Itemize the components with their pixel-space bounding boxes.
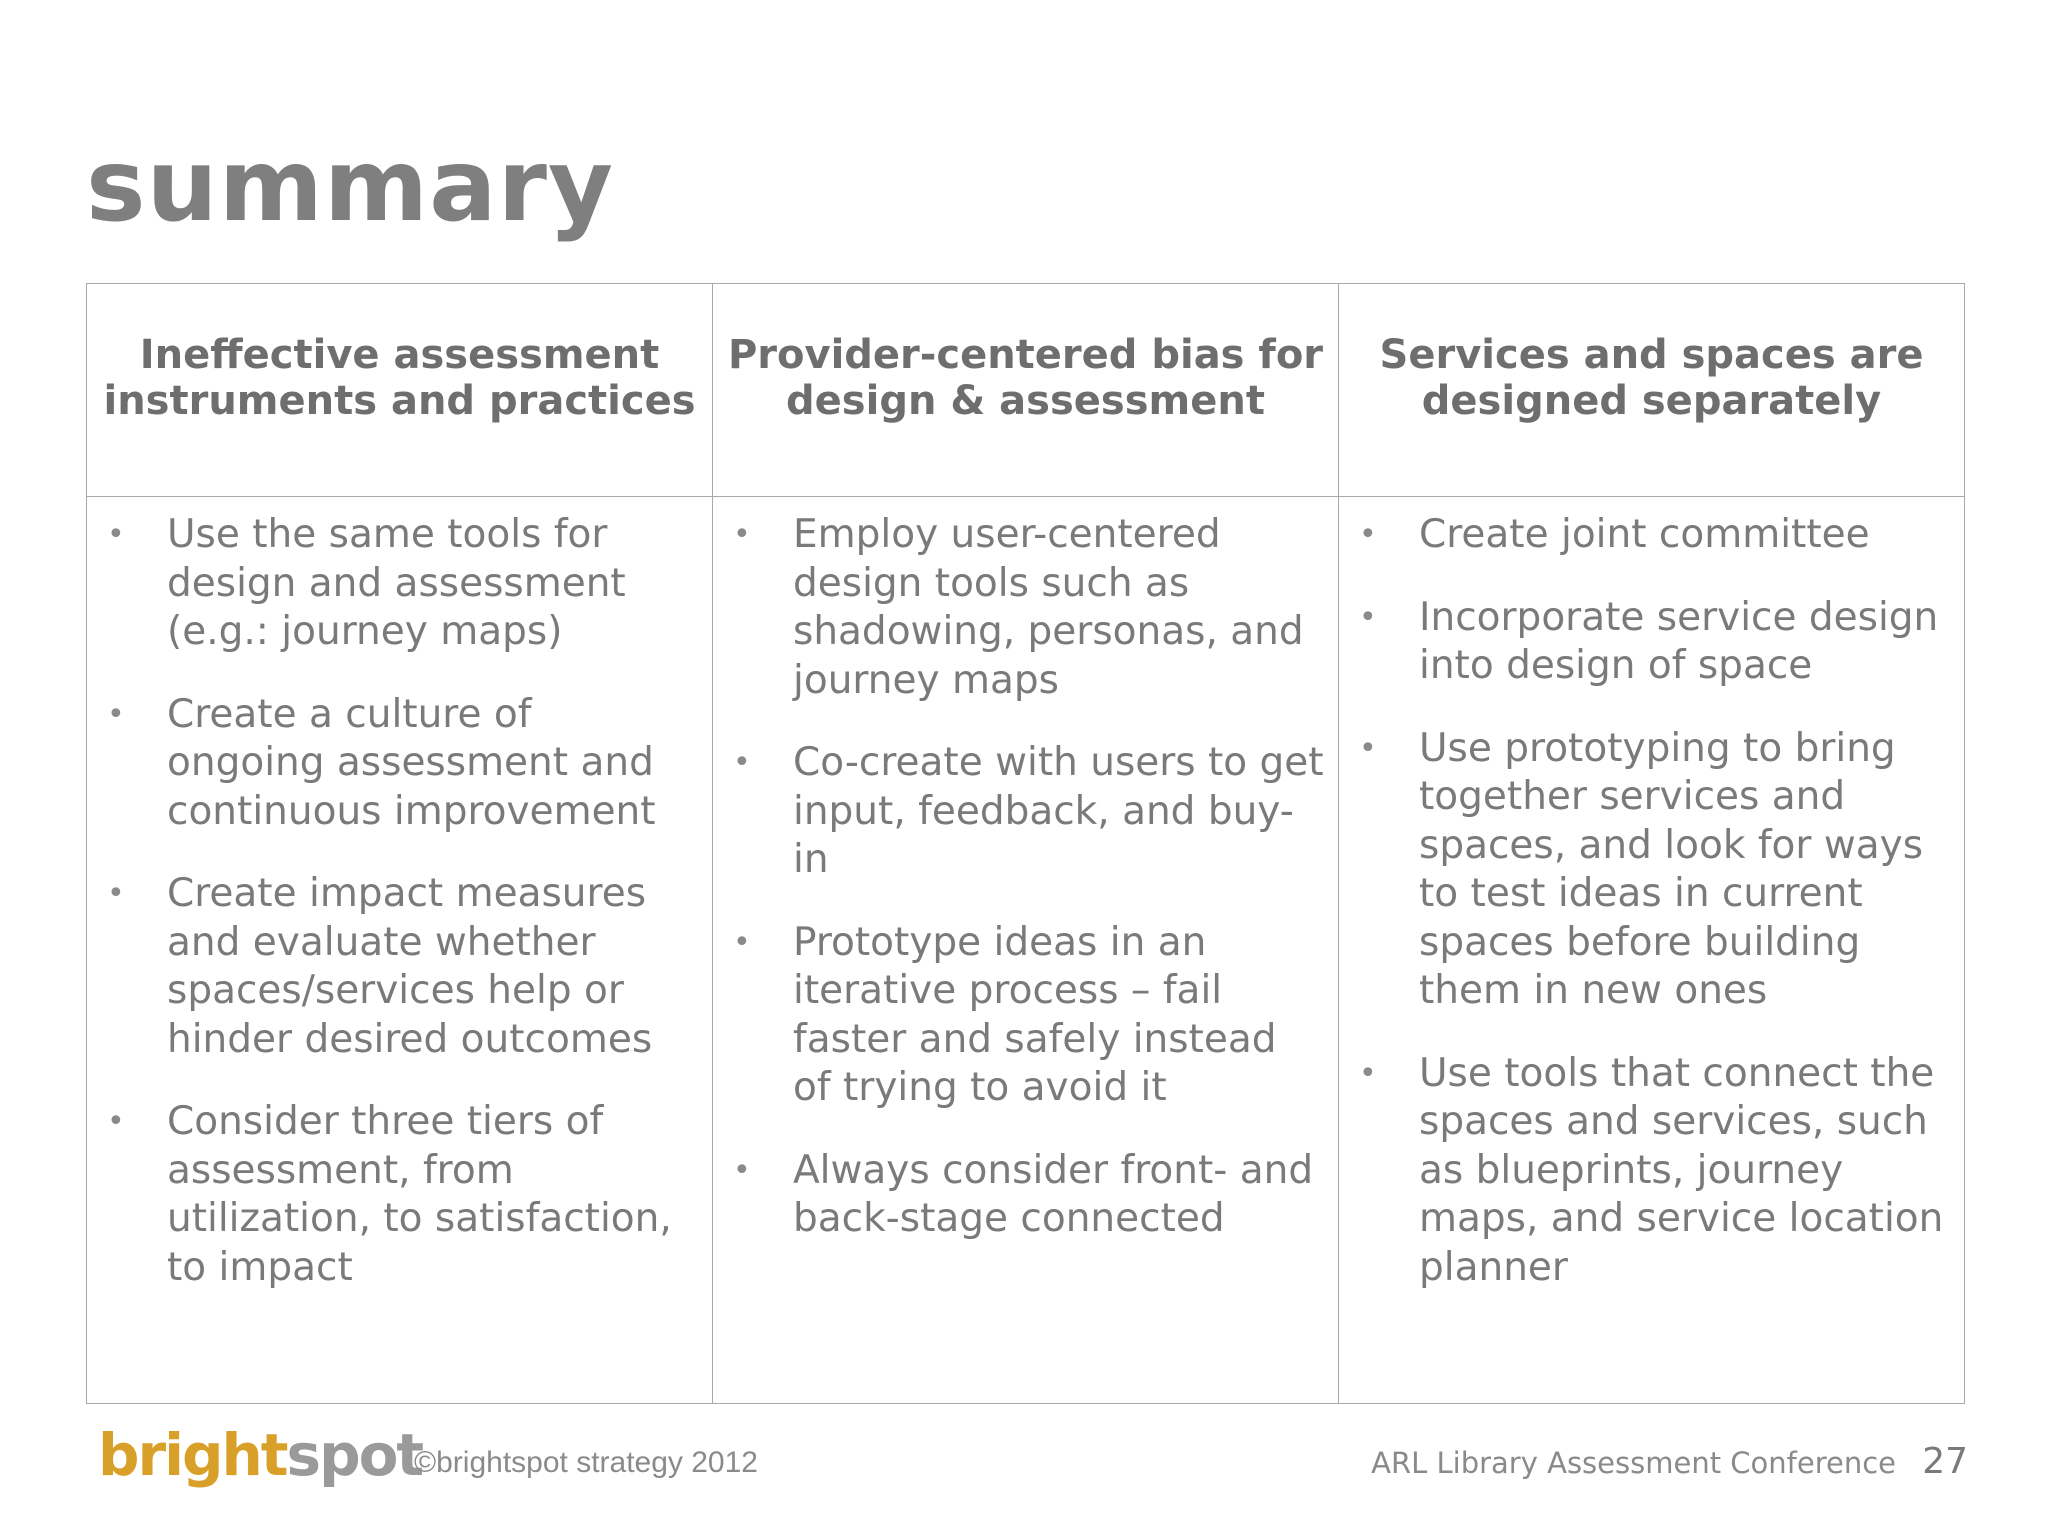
bullet-list	[729, 511, 1324, 1244]
column-cell-provider-bias	[713, 497, 1339, 1404]
bullet-icon: •	[1359, 730, 1377, 766]
list-item-text: Always consider front- and back-stage connected	[793, 1147, 1314, 1241]
column-cell-ineffective-assessment	[87, 497, 713, 1404]
list-item	[1355, 594, 1950, 691]
bullet-icon: •	[1359, 599, 1377, 635]
summary-table	[86, 283, 1965, 1404]
logo-spot-text: spot	[286, 1421, 423, 1489]
column-header-designed-separately: Services and spaces are designed separately	[1339, 284, 1965, 497]
list-item	[1355, 725, 1950, 1016]
brightspot-logo	[98, 1421, 423, 1489]
list-item	[103, 1098, 698, 1292]
list-item	[103, 870, 698, 1064]
list-item	[729, 511, 1324, 705]
list-item	[103, 511, 698, 657]
page-number: 27	[1922, 1441, 1968, 1482]
bullet-list	[1355, 511, 1950, 1292]
list-item	[1355, 1050, 1950, 1293]
conference-name: ARL Library Assessment Conference	[1371, 1446, 1896, 1480]
bullet-icon: •	[1359, 517, 1377, 552]
list-item-text: Use the same tools for design and assessment (e.g.: journey maps)	[167, 512, 626, 654]
bullet-icon: •	[1359, 1055, 1377, 1091]
list-item	[103, 691, 698, 837]
list-item-text: Use tools that connect the spaces and services, such as blueprints, journey maps, and service location planner	[1419, 1050, 1944, 1290]
list-item-text: Create a culture of ongoing assessment and continuous improvement	[167, 691, 656, 834]
slide-title: summary	[86, 127, 615, 244]
list-item	[729, 739, 1324, 885]
bullet-icon: •	[107, 696, 125, 732]
list-item-text: Incorporate service design into design of space	[1419, 594, 1939, 688]
bullet-icon: •	[733, 924, 751, 960]
logo-bright-text: bright	[98, 1421, 287, 1489]
list-item	[1355, 511, 1950, 560]
column-cell-designed-separately	[1339, 497, 1965, 1404]
list-item-text: Employ user-centered design tools such as shadowing, personas, and journey maps	[793, 512, 1304, 703]
list-item	[729, 1147, 1324, 1244]
bullet-icon: •	[733, 517, 751, 552]
list-item-text: Create joint committee	[1419, 512, 1870, 557]
list-item	[729, 919, 1324, 1113]
list-item-text: Prototype ideas in an iterative process – fail faster and safely instead of trying to avoid it	[793, 919, 1277, 1110]
bullet-icon: •	[107, 517, 125, 552]
list-item-text: Create impact measures and evaluate whether spaces/services help or hinder desired outcomes	[167, 871, 653, 1062]
bullet-list	[103, 511, 698, 1292]
list-item-text: Consider three tiers of assessment, from utilization, to satisfaction, to impact	[167, 1099, 672, 1290]
bullet-icon: •	[733, 745, 751, 780]
content-row	[87, 497, 1965, 1404]
column-header-ineffective-assessment: Ineffective assessment instruments and practices	[87, 284, 713, 497]
bullet-icon: •	[107, 1104, 125, 1139]
bullet-icon: •	[107, 876, 125, 911]
list-item-text: Use prototyping to bring together services and spaces, and look for ways to test ideas in current spaces before building them in new ones	[1419, 725, 1924, 1013]
column-header-provider-bias: Provider-centered bias for design & assessment	[713, 284, 1339, 497]
copyright-text: ©brightspot strategy 2012	[414, 1446, 758, 1479]
header-row	[87, 284, 1965, 497]
bullet-icon: •	[733, 1152, 751, 1188]
list-item-text: Co-create with users to get input, feedback, and buy-in	[793, 740, 1324, 882]
